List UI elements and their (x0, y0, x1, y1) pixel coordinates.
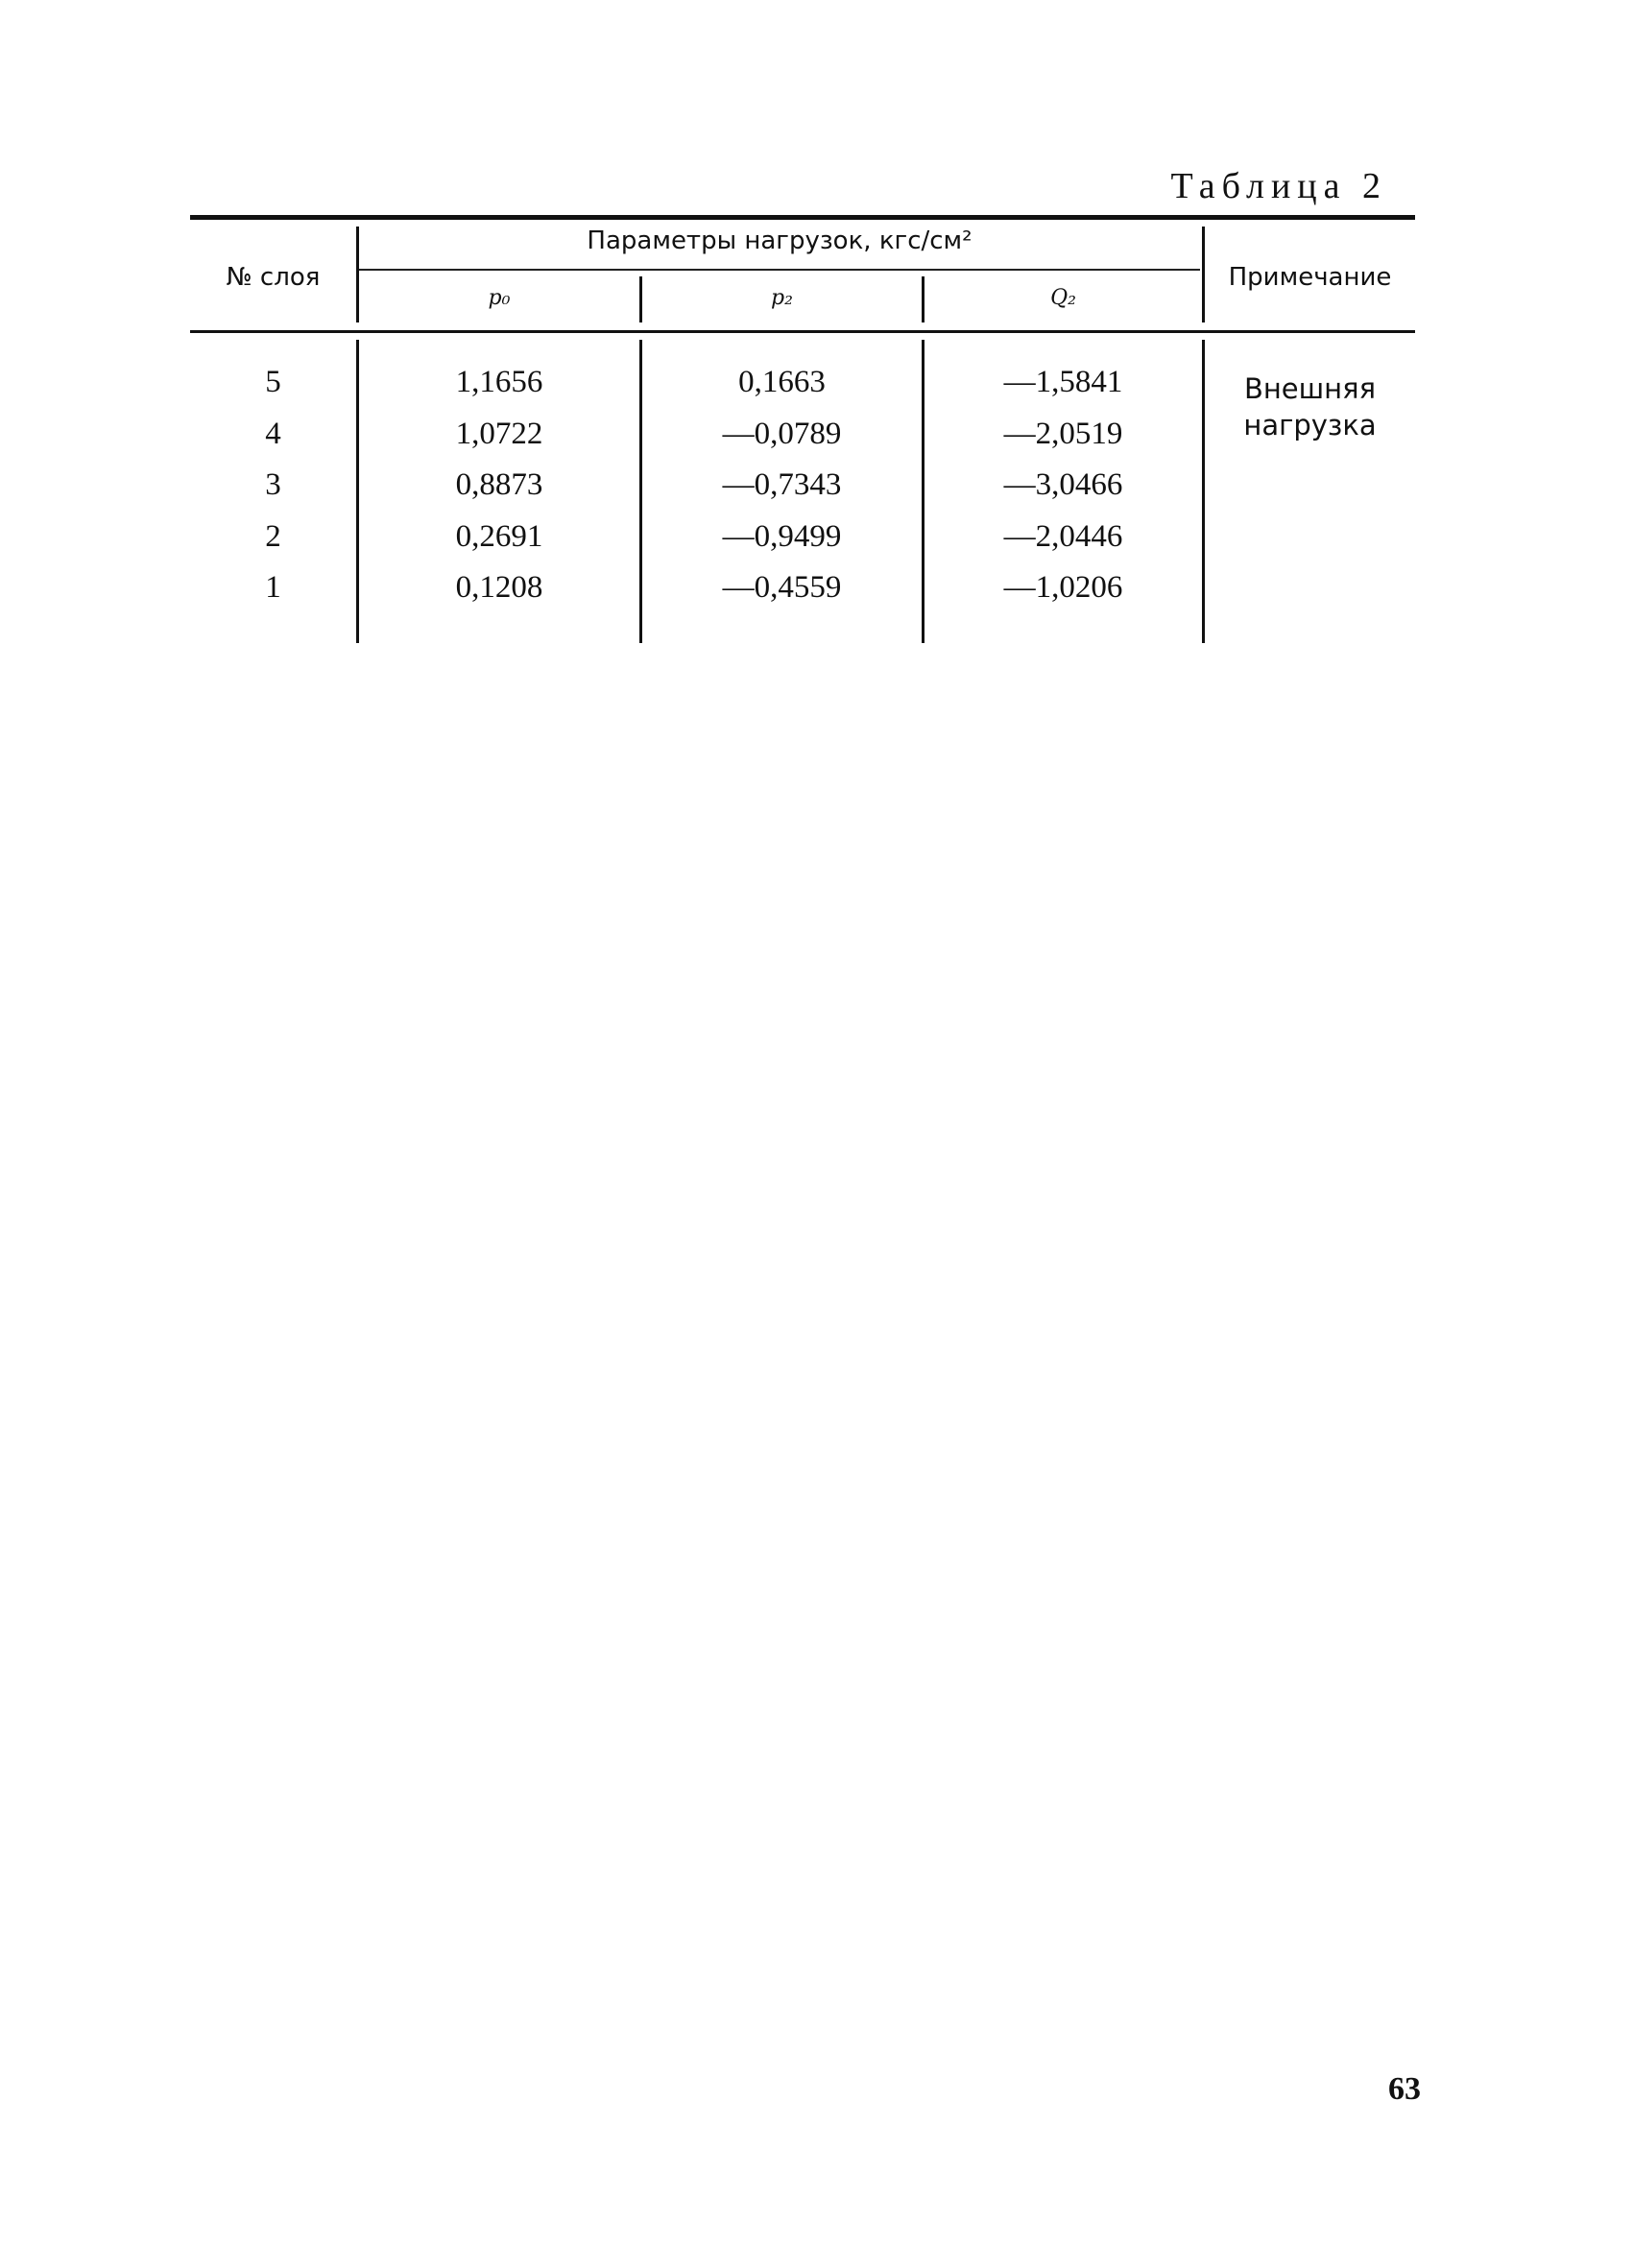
header-sub-rule (359, 269, 1200, 271)
header-load-parameters: Параметры нагрузок, кгс/см² (587, 227, 973, 255)
table-row (190, 519, 1415, 571)
table-row (190, 570, 1415, 622)
cell-q2: —2,0446 (1003, 518, 1123, 554)
header-note: Примечание (1228, 263, 1392, 292)
note-cell (1205, 370, 1415, 443)
table-top-rule (190, 215, 1415, 220)
note-line-2: нагрузка (1243, 409, 1377, 442)
cell-p2: —0,9499 (722, 518, 842, 554)
cell-p2: —0,7343 (722, 467, 842, 502)
cell-p0: 1,1656 (455, 365, 543, 399)
cell-layer: 1 (265, 570, 281, 605)
loads-table (190, 215, 1415, 643)
table-title: Таблица 2 (1170, 166, 1387, 206)
cell-q2: —3,0466 (1003, 467, 1123, 502)
note-line-1: Внешняя (1243, 372, 1377, 405)
cell-layer: 3 (265, 467, 281, 502)
cell-p0: 1,0722 (455, 416, 543, 451)
cell-p0: 0,1208 (455, 570, 543, 605)
cell-p0: 0,8873 (455, 467, 543, 502)
table-row (190, 467, 1415, 519)
cell-layer: 4 (265, 416, 281, 451)
cell-q2: —1,5841 (1003, 365, 1123, 399)
page-number: 63 (1388, 2071, 1421, 2107)
cell-p2: —0,4559 (722, 570, 842, 605)
header-p0: p₀ (488, 286, 511, 310)
header-p2: p₂ (771, 286, 793, 310)
header-layer-number: № слоя (226, 263, 321, 292)
cell-q2: —2,0519 (1003, 416, 1123, 451)
cell-layer: 5 (265, 365, 281, 399)
cell-layer: 2 (265, 518, 281, 554)
header-q2: Q₂ (1050, 286, 1076, 310)
cell-p0: 0,2691 (455, 518, 543, 554)
header-bottom-rule (190, 330, 1415, 333)
cell-p2: 0,1663 (738, 365, 826, 399)
cell-p2: —0,0789 (722, 416, 842, 451)
cell-q2: —1,0206 (1003, 570, 1123, 605)
